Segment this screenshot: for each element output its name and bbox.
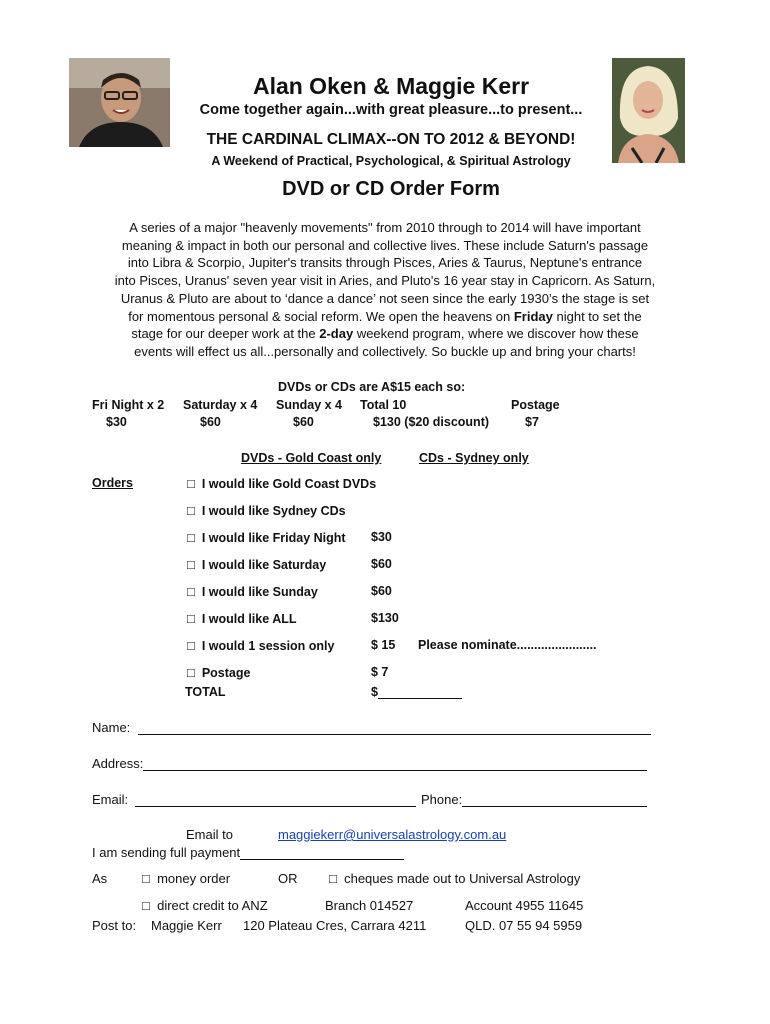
email-label: Email:	[92, 792, 129, 807]
payment-field[interactable]	[92, 845, 404, 860]
price-total: $130 ($20 discount)	[373, 415, 490, 429]
price-label-total: Total 10	[360, 398, 407, 412]
order-option-friday[interactable]: □ I would like Friday Night	[187, 530, 346, 545]
cd-heading: CDs - Sydney only	[419, 451, 529, 465]
checkbox[interactable]: □	[187, 557, 195, 572]
payment-label: I am sending full payment	[92, 845, 241, 860]
price-postage: $7	[525, 415, 539, 429]
price-sun: $60	[293, 415, 314, 429]
total-label: TOTAL	[185, 685, 226, 699]
address-label: Address:	[92, 756, 144, 771]
order-option-gold-coast-dvds[interactable]: □ I would like Gold Coast DVDs	[187, 476, 377, 491]
dvd-heading: DVDs - Gold Coast only	[241, 451, 382, 465]
checkbox[interactable]: □	[329, 871, 337, 886]
intro-line: stage for our deeper work at the 2-day weekend program, where we discover how these	[131, 326, 639, 342]
or-label: OR	[278, 871, 298, 886]
post-name: Maggie Kerr	[151, 918, 222, 933]
event-title: THE CARDINAL CLIMAX--ON TO 2012 & BEYOND!	[206, 131, 576, 148]
checkbox[interactable]: □	[187, 638, 195, 653]
pricing-heading: DVDs or CDs are A$15 each so:	[278, 380, 466, 394]
order-price: $30	[371, 530, 392, 544]
alan-oken-photo	[69, 58, 170, 147]
event-subtitle: A Weekend of Practical, Psychological, & Spiritual Astrology	[211, 154, 571, 168]
intro-line: for momentous personal & social reform. We open the heavens on Friday night to set the	[128, 308, 642, 324]
checkbox[interactable]: □	[187, 584, 195, 599]
maggie-kerr-photo	[612, 58, 685, 163]
checkbox[interactable]: □	[187, 476, 195, 491]
checkbox[interactable]: □	[142, 871, 150, 886]
form-title: DVD or CD Order Form	[282, 178, 500, 200]
checkbox[interactable]: □	[142, 898, 150, 913]
order-price: $ 15	[371, 638, 396, 652]
price-label-sat: Saturday x 4	[183, 398, 258, 412]
tagline: Come together again...with great pleasure...to present...	[199, 102, 583, 118]
phone-field[interactable]	[421, 792, 647, 807]
address-field[interactable]	[92, 756, 647, 771]
branch-number: Branch 014527	[325, 898, 414, 913]
nominate-field[interactable]: Please nominate.......................	[418, 638, 597, 652]
cheques-option[interactable]: □ cheques made out to Universal Astrology	[329, 871, 581, 886]
email-to-label: Email to	[186, 827, 233, 842]
checkbox[interactable]: □	[187, 665, 195, 680]
order-option-all[interactable]: □ I would like ALL	[187, 611, 297, 626]
order-price: $130	[371, 611, 399, 625]
checkbox[interactable]: □	[187, 611, 195, 626]
account-number: Account 4955 11645	[465, 898, 584, 913]
order-price: $60	[371, 584, 392, 598]
intro-line: meaning & impact in both our personal and collective lives. These include Saturn's passage	[121, 237, 649, 253]
page-title: Alan Oken & Maggie Kerr	[252, 73, 530, 99]
intro-paragraph	[70, 219, 700, 361]
price-label-fri: Fri Night x 2	[92, 398, 165, 412]
intro-line: into Libra & Scorpio, Jupiter's transits through Pisces, Aries & Taurus, Neptune's entrance	[127, 255, 643, 271]
order-price: $ 7	[371, 665, 389, 679]
price-label-postage: Postage	[511, 398, 560, 412]
email-link[interactable]: maggiekerr@universalastrology.com.au	[278, 827, 507, 842]
intro-line: events will effect us all...personally and collectively. So buckle up and bring your charts!	[134, 343, 636, 359]
direct-credit-option[interactable]: □ direct credit to ANZ	[142, 898, 268, 913]
name-label: Name:	[92, 720, 131, 735]
price-label-sun: Sunday x 4	[276, 398, 342, 412]
total-field[interactable]: $	[371, 685, 462, 699]
price-fri: $30	[106, 415, 127, 429]
intro-line: A series of a major "heavenly movements" from 2010 through to 2014 will have important	[129, 220, 641, 235]
orders-label: Orders	[92, 476, 133, 490]
intro-line: Uranus & Pluto are about to ‘dance a dance’ not seen since the early 1930’s the stage is set	[120, 290, 650, 306]
order-option-sunday[interactable]: □ I would like Sunday	[187, 584, 318, 599]
order-option-saturday[interactable]: □ I would like Saturday	[187, 557, 327, 572]
order-option-one-session[interactable]: □ I would 1 session only	[187, 638, 335, 653]
phone-label: Phone:	[421, 792, 463, 807]
name-field[interactable]	[92, 720, 651, 735]
intro-line: into Pisces, Uranus' seven year visit in Aries, and Pluto's 16 year stay in Capricorn. As Saturn,	[114, 273, 656, 289]
checkbox[interactable]: □	[187, 530, 195, 545]
price-sat: $60	[200, 415, 221, 429]
order-option-postage[interactable]: □ Postage	[187, 665, 251, 680]
money-order-option[interactable]: □ money order	[142, 871, 231, 886]
order-price: $60	[371, 557, 392, 571]
post-state-phone: QLD. 07 55 94 5959	[465, 918, 583, 933]
email-field[interactable]	[92, 792, 416, 807]
post-to-label: Post to:	[92, 918, 137, 933]
order-option-sydney-cds[interactable]: □ I would like Sydney CDs	[187, 503, 346, 518]
post-address: 120 Plateau Cres, Carrara 4211	[243, 918, 427, 933]
as-label: As	[92, 871, 108, 886]
checkbox[interactable]: □	[187, 503, 195, 518]
